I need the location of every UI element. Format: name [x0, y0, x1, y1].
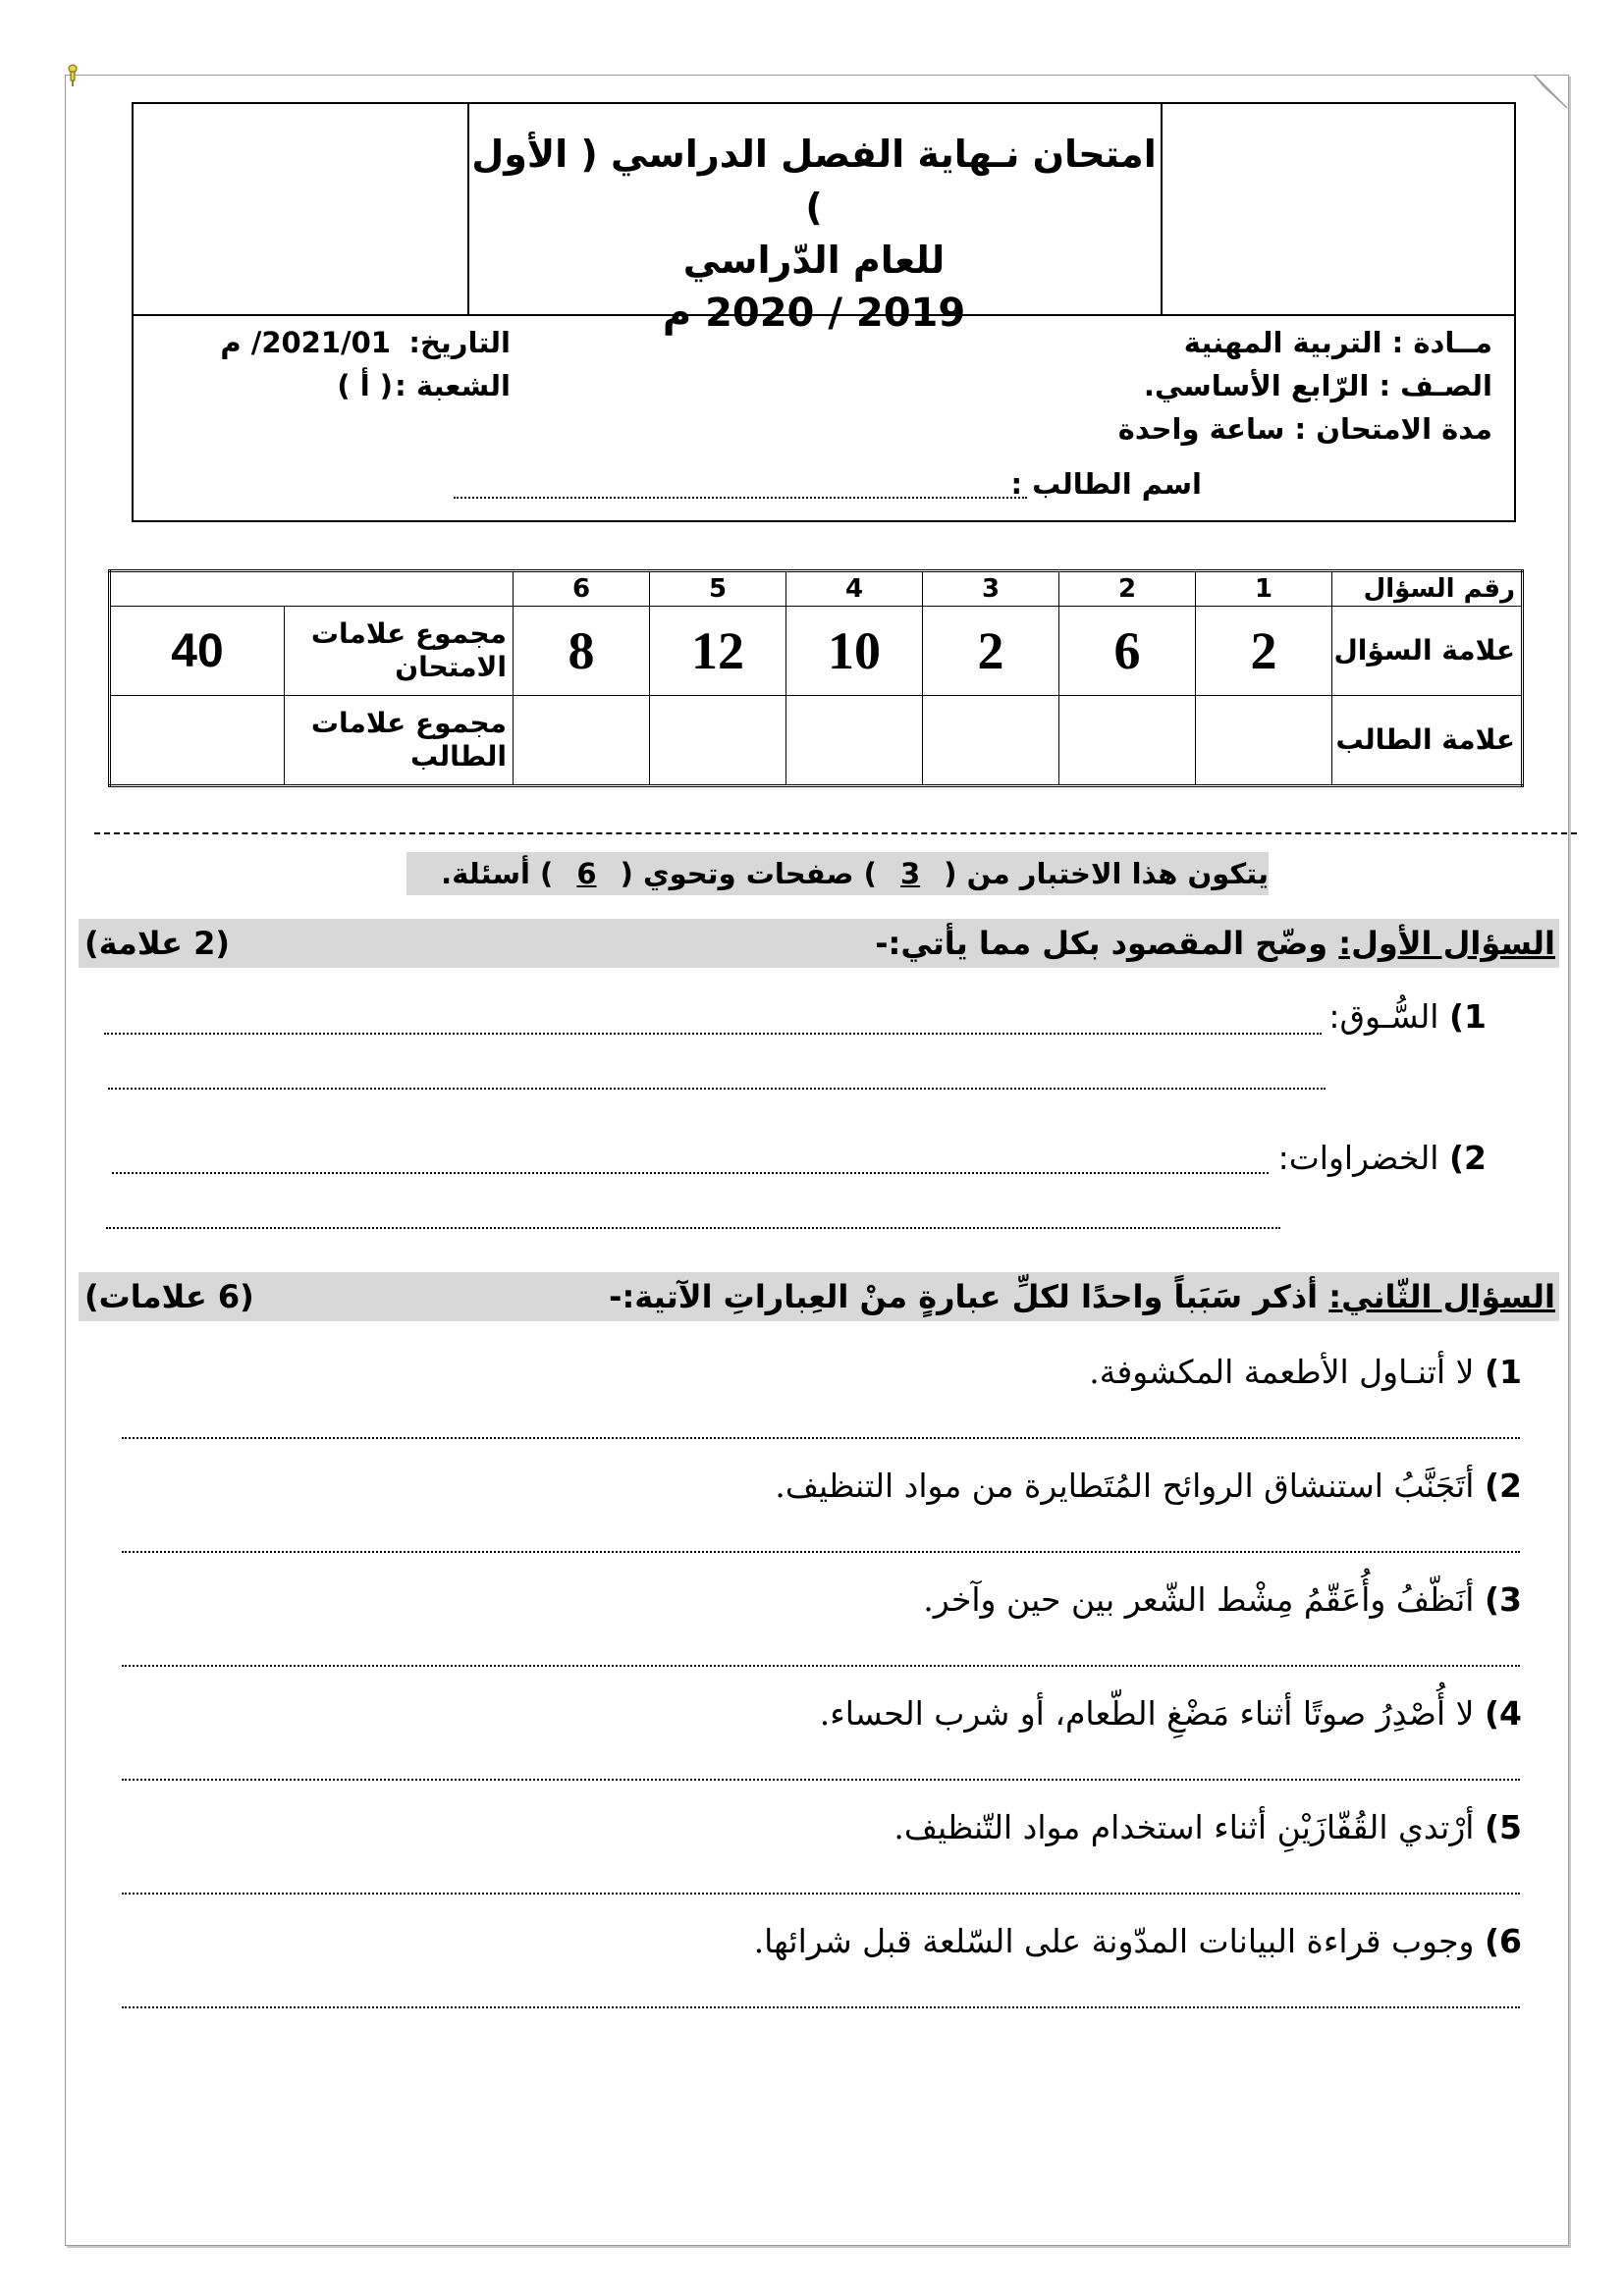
question-mark-cell: 2	[923, 607, 1059, 696]
exam-title-line2: للعام الدّراسي	[682, 239, 946, 282]
table-row	[110, 607, 1523, 696]
q2-item-2-number: 2)	[1484, 1467, 1522, 1505]
q2-item-6	[754, 1922, 1522, 1960]
q1-item-2-text: الخضراوات:	[1277, 1139, 1439, 1177]
question-2-text: أذكر سَبَباً واحدًا لكلِّ عبارةٍ منْ العِباراتِ الآتية:-	[609, 1278, 1319, 1315]
section-label: الشعبة :	[395, 369, 511, 402]
total-exam-label: مجموع علامات الامتحان	[285, 607, 514, 696]
question-number-cell: 2	[1059, 571, 1196, 607]
exam-title-line3: 2019 / 2020 م	[662, 291, 966, 336]
question-2-header	[79, 1272, 1559, 1321]
question-mark-cell: 10	[786, 607, 923, 696]
q2-item-4-number: 4)	[1484, 1694, 1522, 1733]
question-2-label: السؤال الثّاني:	[1328, 1278, 1555, 1315]
student-name-label: اسم الطالب :	[1010, 467, 1202, 501]
exam-title	[469, 128, 1159, 340]
q2-item-6-text: وجوب قراءة البيانات المدّونة على السّلعة قبل شرائها.	[753, 1922, 1475, 1960]
question-number-cell: 1	[1196, 571, 1332, 607]
row-label-student-mark: علامة الطالب	[1332, 696, 1523, 786]
question-mark-cell: 8	[514, 607, 650, 696]
q1-item-1	[1328, 997, 1487, 1036]
q2-item-1	[1089, 1353, 1522, 1391]
answer-line[interactable]	[108, 1088, 1326, 1090]
answer-line[interactable]	[122, 2006, 1520, 2008]
intro-questions-count: 6	[576, 857, 597, 890]
student-mark-cell[interactable]	[650, 696, 786, 786]
subject-info: مــادة : التربية المهنية	[1183, 326, 1492, 359]
question-mark-cell: 6	[1059, 607, 1196, 696]
row-label-question-mark: علامة السؤال	[1332, 607, 1523, 696]
student-name-field[interactable]	[454, 497, 1027, 499]
table-row	[110, 571, 1523, 607]
q1-item-2-number: 2)	[1448, 1139, 1487, 1177]
intro-prefix: يتكون هذا الاختبار من (	[944, 857, 1269, 890]
answer-line[interactable]	[122, 1779, 1520, 1781]
question-1-marks: (2 علامة)	[84, 925, 231, 962]
question-number-cell: 3	[923, 571, 1059, 607]
total-student-label: مجموع علامات الطالب	[285, 696, 514, 786]
q2-item-3-text: أنَظّفُ وأُعَقّمُ مِشْط الشّعر بين حين وآخر.	[923, 1580, 1475, 1619]
duration-info: مدة الامتحان : ساعة واحدة	[1117, 412, 1492, 446]
page-corner-fold-icon	[1534, 75, 1567, 108]
answer-line[interactable]	[122, 1665, 1520, 1667]
q2-item-5-text: أرْتدي القُفّازَيْنِ أثناء استخدام مواد التّنظيف.	[893, 1808, 1475, 1846]
header-right-cell	[1161, 104, 1163, 314]
q2-item-2	[775, 1467, 1522, 1505]
total-student-value[interactable]	[110, 696, 285, 786]
question-2-title	[609, 1272, 1555, 1321]
q2-item-1-text: لا أتنـاول الأطعمة المكشوفة.	[1089, 1353, 1475, 1391]
answer-line[interactable]	[122, 1437, 1520, 1439]
section-value[interactable]: ( أ )	[337, 369, 393, 402]
q2-item-5-number: 5)	[1484, 1808, 1522, 1846]
row-label-question-number: رقم السؤال	[1332, 571, 1523, 607]
q2-item-4-text: لا أُصْدِرُ صوتًا أثناء مَضْغِ الطّعام، أو شرب الحساء.	[819, 1694, 1475, 1733]
exam-title-line1: امتحان نـهاية الفصل الدراسي ( الأول )	[471, 133, 1157, 229]
q1-item-1-text: السُّـوق:	[1328, 997, 1439, 1036]
student-mark-cell[interactable]	[1196, 696, 1332, 786]
marks-table	[108, 569, 1524, 787]
date-label: التاريخ:	[408, 326, 511, 359]
empty-header-cell	[110, 571, 514, 607]
q1-item-1-number: 1)	[1448, 997, 1487, 1036]
question-2-marks: (6 علامات)	[84, 1278, 254, 1315]
answer-line[interactable]	[112, 1172, 1269, 1174]
q2-item-2-text: أتَجَنَّبُ استنشاق الروائح المُتَطايرة من مواد التنظيف.	[775, 1467, 1475, 1505]
question-mark-cell: 2	[1196, 607, 1332, 696]
question-number-cell: 5	[650, 571, 786, 607]
student-mark-cell[interactable]	[786, 696, 923, 786]
question-number-cell: 4	[786, 571, 923, 607]
intro-suffix: ) أسئلة.	[441, 857, 554, 890]
answer-line[interactable]	[122, 1893, 1520, 1895]
question-1-title	[875, 919, 1555, 968]
student-mark-cell[interactable]	[1059, 696, 1196, 786]
student-mark-cell[interactable]	[923, 696, 1059, 786]
question-1-text: وضّح المقصود بكل مما يأتي:-	[875, 925, 1328, 962]
q2-item-3	[923, 1580, 1522, 1619]
q2-item-6-number: 6)	[1484, 1922, 1522, 1960]
answer-line[interactable]	[122, 1551, 1520, 1553]
q2-item-1-number: 1)	[1484, 1353, 1522, 1391]
table-row	[110, 696, 1523, 786]
exam-header-box	[132, 102, 1516, 522]
answer-line[interactable]	[106, 1227, 1280, 1229]
date-value[interactable]: 2021/01/ م	[220, 326, 391, 359]
question-1-label: السؤال الأول:	[1338, 925, 1555, 962]
student-mark-cell[interactable]	[514, 696, 650, 786]
total-exam-value: 40	[110, 607, 285, 696]
q2-item-5	[893, 1808, 1522, 1846]
exam-intro	[406, 852, 1269, 895]
q2-item-3-number: 3)	[1484, 1580, 1522, 1619]
q2-item-4	[820, 1694, 1522, 1733]
question-number-cell: 6	[514, 571, 650, 607]
class-info: الصـف : الرّابع الأساسي.	[1143, 369, 1492, 402]
q1-item-2	[1278, 1139, 1487, 1177]
intro-middle: ) صفحات وتحوي (	[620, 857, 877, 890]
pin-icon	[65, 63, 81, 86]
dashed-separator	[94, 832, 1577, 834]
intro-pages-count: 3	[899, 857, 921, 890]
question-1-header	[79, 919, 1559, 968]
question-mark-cell: 12	[650, 607, 786, 696]
answer-line[interactable]	[104, 1033, 1322, 1035]
